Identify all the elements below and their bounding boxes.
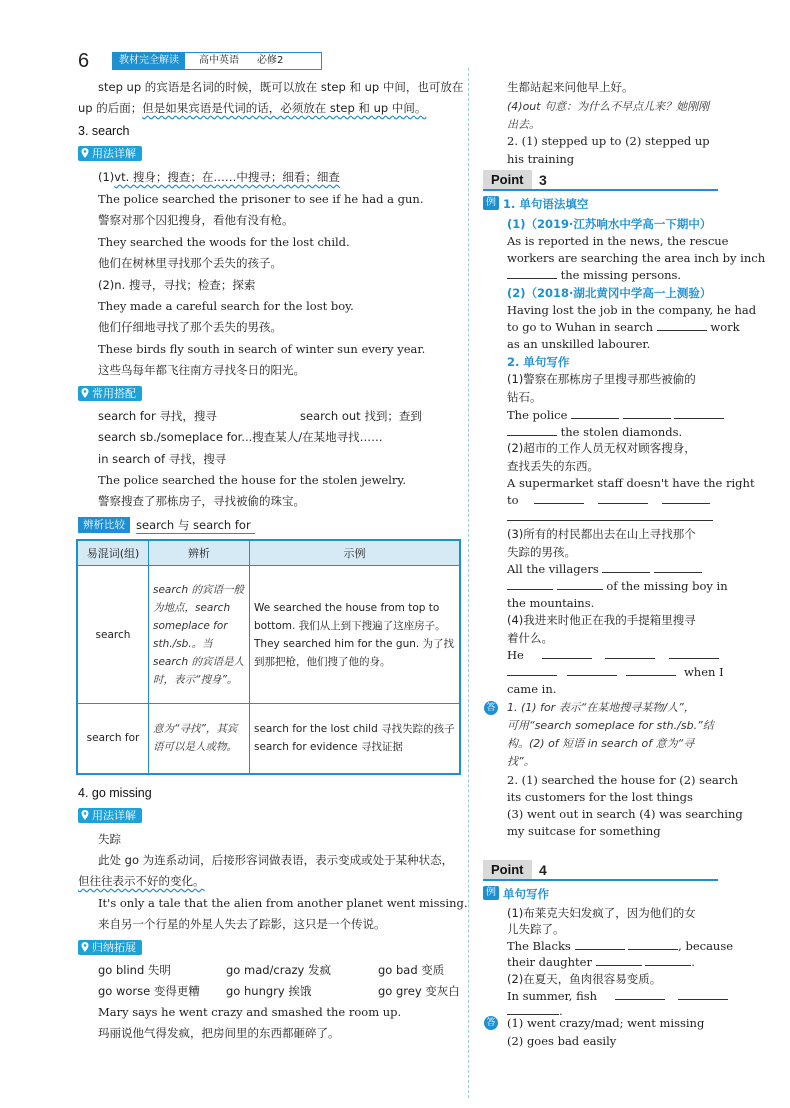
- blank[interactable]: [507, 665, 557, 676]
- blank[interactable]: [507, 268, 557, 279]
- expand-tag-label: 归纳拓展: [92, 941, 136, 954]
- blank[interactable]: [626, 665, 676, 676]
- blank[interactable]: [575, 939, 625, 950]
- table-cell-example: search for the lost child 寻找失踪的孩子 search for evidence 寻找证据: [250, 704, 461, 774]
- s2-ex2-en: These birds fly south in search of winter sun every year.: [98, 342, 426, 356]
- p3-q1-line-1: As is reported in the news, the rescue: [507, 234, 729, 248]
- point-4-banner: [483, 860, 718, 880]
- table-row: [77, 704, 460, 774]
- w1-en-2-text: the stolen diamonds.: [560, 425, 683, 439]
- def-text: vt. 搜身；搜查；在……中搜寻；细看；细查: [114, 170, 340, 184]
- expand-tag: [78, 940, 142, 955]
- usage-tag-2: [78, 808, 142, 823]
- table-row: [77, 566, 460, 704]
- comparison-table: [76, 539, 461, 775]
- collocation-tag-label: 常用搭配: [92, 387, 136, 400]
- blank[interactable]: [507, 579, 553, 590]
- blank[interactable]: [674, 408, 724, 419]
- pin-icon: [81, 148, 89, 158]
- expand-item: go blind 失明: [98, 963, 171, 977]
- s2-def: (2)n. 搜寻，寻找；检查；探索: [98, 278, 256, 292]
- point-label: Point: [483, 860, 532, 880]
- w1-en-2: [507, 425, 682, 439]
- expand-item: go bad 变质: [378, 963, 445, 977]
- gm-note-2: 但往往表示不好的变化。: [78, 874, 205, 888]
- p4-answer-1: (1) went crazy/mad; went missing: [507, 1016, 705, 1030]
- answer-mark: 答: [484, 701, 498, 715]
- r-top-2: (4)out 句意：为什么不早点儿来？她刚刚出去。: [507, 100, 710, 131]
- w4-en-3: came in.: [507, 682, 557, 696]
- p3-q2-line-3: as an unskilled labourer.: [507, 337, 651, 351]
- w3-en-1-text: All the villagers: [507, 562, 599, 576]
- blank[interactable]: [615, 989, 665, 1000]
- point-label: Point: [483, 170, 532, 190]
- collocation-1a: search for 寻找，搜寻: [98, 409, 217, 423]
- w4-cn-1: (4)我进来时他正在我的手提箱里搜寻: [507, 613, 696, 627]
- def-num: (1): [98, 170, 115, 184]
- p3-q2-line-2b: work: [710, 320, 740, 334]
- usage-tag-label: 用法详解: [92, 147, 136, 160]
- point-number: 4: [539, 862, 547, 878]
- s2-ex1-cn: 他们仔细地寻找了那个丢失的男孩。: [98, 320, 282, 334]
- answer-3: 构。(2) of 短语 in search of 意为“寻: [507, 737, 695, 750]
- w3-en-2-text: of the missing boy in: [606, 579, 728, 593]
- answer-6: its customers for the lost things: [507, 790, 693, 804]
- answer-mark: 答: [484, 1016, 498, 1030]
- p3-section-1: 1. 单句语法填空: [503, 197, 589, 211]
- w4-en-1: [507, 648, 719, 662]
- blank[interactable]: [507, 510, 713, 521]
- gm-def: 失踪: [98, 832, 121, 846]
- p3-q1-line-2: workers are searching the area inch by inch: [507, 251, 766, 265]
- expand-ex-en: Mary says he went crazy and smashed the room up.: [98, 1005, 402, 1019]
- collocation-2: search sb./someplace for...搜查某人/在某地寻找……: [98, 430, 383, 444]
- blank[interactable]: [507, 1004, 559, 1015]
- blank[interactable]: [678, 989, 728, 1000]
- p4-w2-en-1: [507, 989, 728, 1003]
- collocation-tag: [78, 386, 142, 401]
- s1-ex1-cn: 警察对那个囚犯搜身，看他有没有枪。: [98, 213, 294, 227]
- p4-w1-en-2-text: their daughter: [507, 955, 592, 969]
- answer-1: 1. (1) for 表示“在某地搜寻某物/人”，: [507, 701, 695, 714]
- w3-en-3: the mountains.: [507, 596, 595, 610]
- p3-q2-source: (2)（2018·湖北黄冈中学高一上测验）: [507, 286, 712, 300]
- blank[interactable]: [602, 562, 650, 573]
- w2-en-1: A supermarket staff doesn't have the right: [507, 476, 755, 490]
- p4-w2-en-1-text: In summer, fish: [507, 989, 598, 1003]
- table-cell-word: search for: [77, 704, 149, 774]
- w3-cn-1: (3)所有的村民都出去在山上寻找那个: [507, 527, 696, 541]
- w3-en-1: [507, 562, 702, 576]
- p3-q1-line-3: [507, 268, 681, 282]
- w2-en-2-text: to: [507, 493, 519, 507]
- table-cell-analysis: 意为“寻找”，其宾语可以是人或物。: [149, 704, 250, 774]
- table-cell-analysis: search 的宾语一般为地点，search someplace for sth./sb.。当 search 的宾语是人时，表示“搜身”。: [149, 566, 250, 704]
- answer-5: 2. (1) searched the house for (2) search: [507, 773, 739, 787]
- compare-tag: 辨析比较: [78, 517, 130, 533]
- intro-line-1: step up 的宾语是名词的时候，既可以放在 step 和 up 中间，也可放在: [98, 80, 464, 94]
- blank[interactable]: [596, 955, 642, 966]
- collocation-3: in search of 寻找，搜寻: [98, 452, 227, 466]
- answer-2: 可用“search someplace for sth./sb.”结: [507, 719, 714, 732]
- w1-en-1-text: The police: [507, 408, 568, 422]
- table-header-row: [77, 540, 460, 566]
- pin-icon: [81, 388, 89, 398]
- p4-w2-cn: (2)在夏天，鱼肉很容易变质。: [507, 972, 662, 986]
- blank[interactable]: [628, 939, 678, 950]
- table-header: 辨析: [149, 540, 250, 566]
- blank[interactable]: [542, 648, 592, 659]
- r-top-3: 2. (1) stepped up to (2) stepped up his training: [507, 134, 710, 166]
- s2-ex1-en: They made a careful search for the lost boy.: [98, 299, 354, 313]
- point-rule: [483, 879, 718, 881]
- blank[interactable]: [507, 425, 557, 436]
- collocation-ex-en: The police searched the house for the stolen jewelry.: [98, 473, 407, 487]
- p4-w1-en-1: [507, 939, 733, 953]
- blank[interactable]: [669, 648, 719, 659]
- intro-line-2b: 但是如果宾语是代词的话，必须放在 step 和 up 中间。: [142, 101, 427, 115]
- expand-ex-cn: 玛丽说他气得发疯，把房间里的东西都砸碎了。: [98, 1026, 340, 1040]
- p4-w1-en-1a: The Blacks: [507, 939, 571, 953]
- s1-ex2-cn: 他们在树林里寻找那个丢失的孩子。: [98, 256, 282, 270]
- w4-en-2-text: when I: [683, 665, 724, 679]
- example-mark: 例: [483, 886, 499, 900]
- blank[interactable]: [598, 493, 648, 504]
- answer-4: 找”。: [507, 755, 535, 768]
- search-heading: 3. search: [78, 124, 130, 138]
- w2-cn-2: 查找丢失的东西。: [507, 459, 599, 473]
- s1-ex2-en: They searched the woods for the lost child.: [98, 235, 350, 249]
- example-mark: 例: [483, 196, 499, 210]
- pin-icon: [81, 810, 89, 820]
- w2-en-2: [507, 493, 710, 507]
- expand-item: go mad/crazy 发疯: [226, 963, 332, 977]
- table-cell-example: We searched the house from top to bottom. 我们从上到下搜遍了这座房子。They searched him for the gun. 为了找到那把枪，他们搜了他的身。: [250, 566, 461, 704]
- blank[interactable]: [605, 648, 655, 659]
- p3-q1-line-3-text: the missing persons.: [560, 268, 682, 282]
- s1-ex1-en: The police searched the prisoner to see if he had a gun.: [98, 192, 424, 206]
- p3-section-2: 2. 单句写作: [507, 355, 570, 369]
- p3-q2-line-1: Having lost the job in the company, he had: [507, 303, 757, 317]
- p3-q2-line-2a: to go to Wuhan in search: [507, 320, 654, 334]
- blank[interactable]: [534, 493, 584, 504]
- blank[interactable]: [657, 320, 707, 331]
- p3-q1-source: (1)（2019·江苏响水中学高一下期中）: [507, 217, 712, 231]
- table-header: 示例: [250, 540, 461, 566]
- w4-en-1-text: He: [507, 648, 524, 662]
- expand-item: go worse 变得更糟: [98, 984, 200, 998]
- w2-en-3: [507, 510, 713, 524]
- table-cell-word: search: [77, 566, 149, 704]
- p3-q2-line-2: [507, 320, 740, 334]
- r-top-1: 生都站起来问他早上好。: [507, 80, 634, 94]
- usage-tag: [78, 146, 142, 161]
- point-3-banner: [483, 170, 718, 190]
- p4-section: 单句写作: [503, 887, 549, 901]
- w1-en-1: [507, 408, 724, 422]
- blank[interactable]: [571, 408, 619, 419]
- blank[interactable]: [567, 665, 617, 676]
- book-tag: 教材完全解读: [113, 53, 185, 69]
- w2-cn-1: (2)超市的工作人员无权对顾客搜身，: [507, 441, 696, 455]
- search-def-1: [98, 170, 340, 184]
- blank[interactable]: [654, 562, 702, 573]
- w4-cn-2: 着什么。: [507, 631, 553, 645]
- blank[interactable]: [623, 408, 671, 419]
- expand-item: go hungry 挨饿: [226, 984, 312, 998]
- s2-ex2-cn: 这些鸟每年都飞往南方寻找冬日的阳光。: [98, 363, 305, 377]
- point-number: 3: [539, 172, 547, 188]
- subject-label: 高中英语: [199, 55, 239, 66]
- collocation-1b: search out 找到；查到: [300, 409, 422, 423]
- answer-8: my suitcase for something: [507, 824, 661, 838]
- point-rule: [483, 189, 718, 191]
- blank[interactable]: [645, 955, 691, 966]
- p4-w1-cn-2: 儿失踪了。: [507, 922, 565, 936]
- blank[interactable]: [557, 579, 603, 590]
- p4-w1-cn-1: (1)布莱克夫妇发疯了，因为他们的女: [507, 906, 696, 920]
- collocation-ex-cn: 警察搜查了那栋房子，寻找被偷的珠宝。: [98, 494, 305, 508]
- p4-w1-en-1b: , because: [678, 939, 734, 953]
- pin-icon: [81, 942, 89, 952]
- gm-ex-cn: 来自另一个行星的外星人失去了踪影，这只是一个传说。: [98, 917, 386, 931]
- w3-cn-2: 失踪的男孩。: [507, 545, 576, 559]
- p4-w1-en-2: their daughter .: [507, 955, 695, 969]
- intro-line-2a: up 的后面；: [78, 101, 143, 115]
- compare-title: search 与 search for: [136, 517, 255, 534]
- volume-label: 必修2: [257, 55, 284, 66]
- expand-item: go grey 变灰白: [378, 984, 460, 998]
- intro-line-2: [78, 101, 426, 115]
- gm-ex-en: It's only a tale that the alien from another planet went missing.: [98, 896, 468, 910]
- w3-en-2: [507, 579, 728, 593]
- table-header: 易混词(组): [77, 540, 149, 566]
- header-bar: [112, 52, 322, 70]
- gomissing-heading: 4. go missing: [78, 786, 152, 800]
- w1-cn-1: (1)警察在那栋房子里搜寻那些被偷的: [507, 372, 696, 386]
- w1-cn-2: 钻石。: [507, 390, 542, 404]
- p4-answer-2: (2) goes bad easily: [507, 1034, 617, 1048]
- column-divider: [468, 68, 469, 1098]
- p4-w2-en-2: .: [507, 1004, 563, 1018]
- page-number: 6: [78, 50, 90, 72]
- blank[interactable]: [662, 493, 710, 504]
- usage-tag-2-label: 用法详解: [92, 809, 136, 822]
- gm-note-1: 此处 go 为连系动词，后接形容词做表语，表示变成或处于某种状态，: [98, 853, 454, 867]
- w4-en-2: [507, 665, 724, 679]
- answer-7: (3) went out in search (4) was searching: [507, 807, 743, 821]
